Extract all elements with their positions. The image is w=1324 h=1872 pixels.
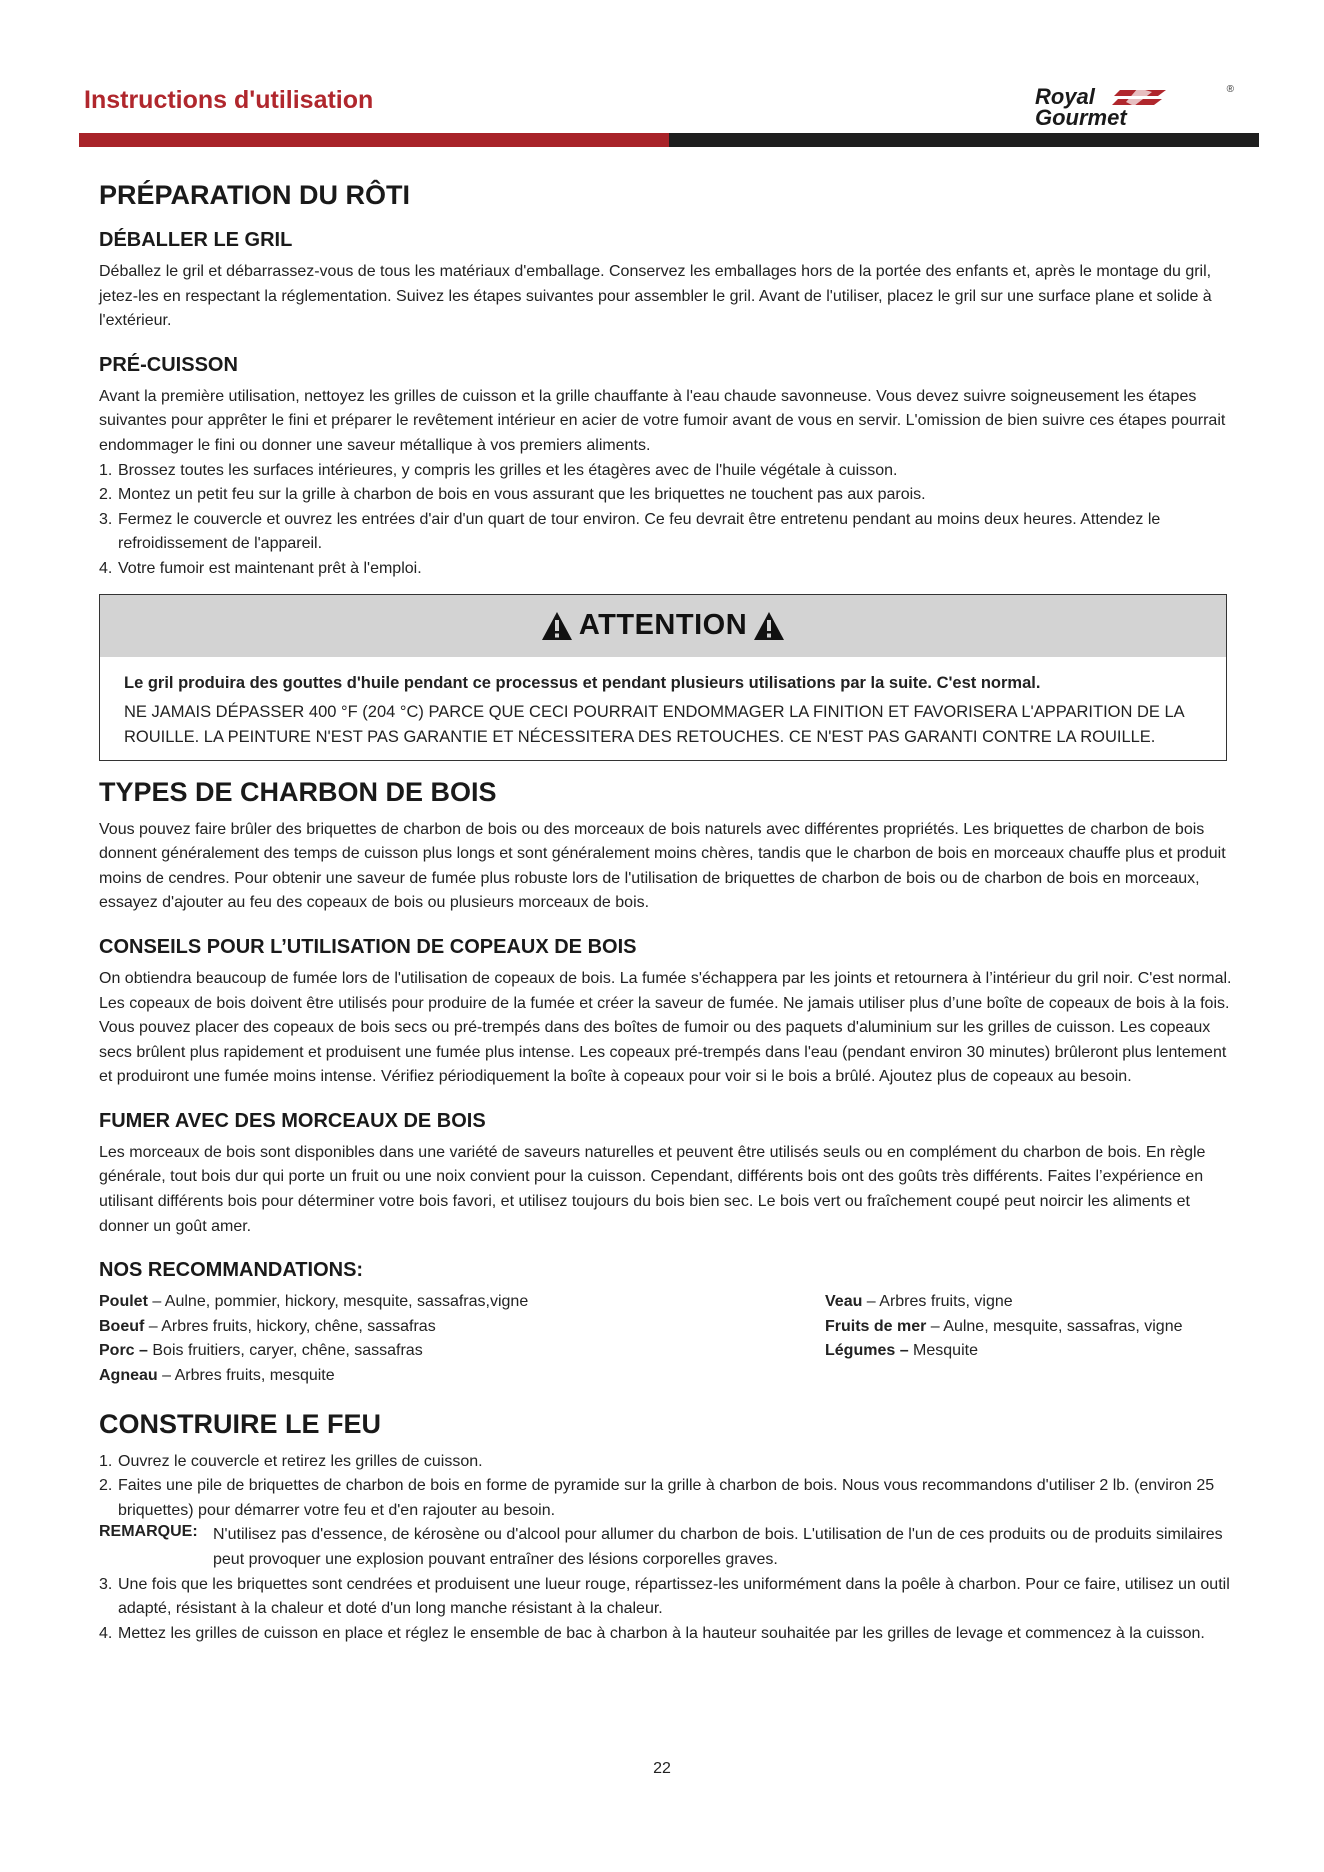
charcoal-paragraph: Vous pouvez faire brûler des briquettes de charbon de bois ou des morceaux de bois naturels avec différentes propriétés. Les briquettes de charbon de bois donnent généralement des temps de cuisson plus longs et sont généralement moins chères, tandis que le charbon de bois en morceaux chauffe plus et produit moins de cendres. Pour obtenir une saveur de fumée plus robuste lors de l'utilisation de briquettes de charbon de bois ou de charbon de bois en morceaux, essayez d'ajouter au feu des copeaux de bois ou plusieurs morceaux de bois. [99,820,1226,912]
header-title: Instructions d'utilisation [84,86,374,114]
subsection-title-chips: CONSEILS POUR L’UTILISATION DE COPEAUX DE BOIS [99,935,637,958]
note-label: REMARQUE: [99,1523,198,1541]
attention-box [99,594,1227,761]
recommendations-left [99,1290,825,1388]
precook-paragraph: Avant la première utilisation, nettoyez les grilles de cuisson et la grille chauffante à l'eau chaude savonneuse. Vous devez suivre soigneusement les étapes suivantes pour apprêter le fini et préparer le revêtement intérieur en acier de votre fumoir avant de vous en servir. L'omission de bien suivre ces étapes pourrait endommager le fini ou donner une saveur métallique à vos premiers aliments. [99,387,1226,454]
warning-icon [541,611,573,641]
list-item: Fruits de mer – Aulne, mesquite, sassafras, vigne [825,1317,1183,1335]
list-item: 3. Une fois que les briquettes sont cendrées et produisent une lueur rouge, répartissez-les uniformément dans la poêle à charbon. Pour ce faire, utilisez un outil adapté, résistant à la chaleur et doté d'un long manche résistant à la chaleur. [99,1575,1230,1618]
list-item: 4. Mettez les grilles de cuisson en place et réglez le ensemble de bac à charbon à la hauteur souhaitée par les grilles de levage et commencez à la cuisson. [99,1624,1205,1642]
list-item: 1. Brossez toutes les surfaces intérieures, y compris les grilles et les étagères avec de l'huile végétale à cuisson. [99,461,898,479]
chunks-paragraph: Les morceaux de bois sont disponibles dans une variété de saveurs naturelles et peuvent être utilisés seuls ou en complément du charbon de bois. En règle générale, tout bois dur qui porte un fruit ou une noix convient pour la cuisson. Cependant, différents bois ont des goûts très différents. Faites l’expérience en utilisant différents bois pour déterminer votre bois favori, et utilisez toujours du bois bien sec. Le bois vert ou fraîchement coupé peut noircir les aliments et donner un goût amer. [99,1143,1206,1235]
list-item: 2. Montez un petit feu sur la grille à charbon de bois en vous assurant que les briquettes ne touchent pas aux parois. [99,486,926,504]
brand-logo [1034,84,1234,128]
chips-paragraph: On obtiendra beaucoup de fumée lors de l'utilisation de copeaux de bois. La fumée s'échappera par les joints et retournera à l’intérieur du gril noir. C'est normal. Les copeaux de bois doivent être utilisés pour produire de la fumée et créer la saveur de fumée. Ne jamais utiliser plus d’une boîte de copeaux de bois à la fois. Vous pouvez placer des copeaux de bois secs ou pré-trempés dans des boîtes de fumoir ou des paquets d'aluminium sur les grilles de cuisson. Les copeaux secs brûlent plus rapidement et produisent une fumée plus intense. Les copeaux pré-trempés dans l'eau (pendant environ 30 minutes) brûleront plus lentement et produiront une fumée moins intense. Vérifiez périodiquement la boîte à copeaux pour voir si le bois a brûlé. Ajoutez plus de copeaux au besoin. [99,969,1232,1086]
attention-caps-text: NE JAMAIS DÉPASSER 400 °F (204 °C) PARCE QUE CECI POURRAIT ENDOMMAGER LA FINITION ET FAVORISERA L'APPARITION DE LA ROUILLE. LA PEINTURE N'EST PAS GARANTIE ET NÉCESSITERA DES RETOUCHES. CE N'EST PAS GARANTI CONTRE LA ROUILLE. [124,702,1184,746]
subsection-title-precook: PRÉ-CUISSON [99,353,238,376]
list-item: Porc – Bois fruitiers, caryer, chêne, sassafras [99,1342,423,1360]
unpack-paragraph: Déballez le gril et débarrassez-vous de tous les matériaux d'emballage. Conservez les emballages hors de la portée des enfants et, après le montage du gril, jetez-les en respectant la réglementation. Suivez les étapes suivantes pour assembler le gril. Avant de l'utiliser, placez le gril sur une surface plane et solide à l'extérieur. [99,263,1212,330]
warning-icon [753,611,785,641]
subsection-title-recommendations: NOS RECOMMANDATIONS: [99,1259,364,1282]
section-title-preparation: PRÉPARATION DU RÔTI [99,180,411,210]
list-item: 1. Ouvrez le couvercle et retirez les grilles de cuisson. [99,1452,483,1470]
list-item: 4. Votre fumoir est maintenant prêt à l'emploi. [99,559,422,577]
page-number: 22 [653,1760,671,1777]
subsection-title-unpack: DÉBALLER LE GRIL [99,229,293,251]
svg-text:Royal: Royal [1035,84,1095,109]
section-title-charcoal: TYPES DE CHARBON DE BOIS [99,776,497,807]
recommendations-right [825,1290,1183,1388]
page-content [99,180,1235,1646]
recommendations [99,1290,1235,1388]
list-item: 3. Fermez le couvercle et ouvrez les entrées d'air d'un quart de tour environ. Ce feu devrait être entretenu pendant au moins deux heures. Attendez le refroidissement de l'appareil. [99,510,1161,553]
list-item: Agneau – Arbres fruits, mesquite [99,1367,335,1385]
attention-header [100,595,1226,657]
fire-note [99,1523,1235,1572]
registered-mark: ® [1226,84,1234,95]
section-title-fire: CONSTRUIRE LE FEU [99,1408,382,1439]
note-text: N'utilisez pas d'essence, de kérosène ou d'alcool pour allumer du charbon de bois. L'utilisation de l'un de ces produits ou de produits similaires peut provoquer une explosion pouvant entraîner des lésions corporelles graves. [213,1526,1223,1568]
subsection-title-chunks: FUMER AVEC DES MORCEAUX DE BOIS [99,1109,486,1132]
attention-body [100,657,1226,760]
list-item: Boeuf – Arbres fruits, hickory, chêne, sassafras [99,1317,436,1335]
header-bar-red [79,133,669,147]
attention-bold-text: Le gril produira des gouttes d'huile pendant ce processus et pendant plusieurs utilisations par la suite. C'est normal. [124,673,1041,692]
svg-text:Gourmet: Gourmet [1035,105,1127,128]
list-item: Veau – Arbres fruits, vigne [825,1293,1013,1311]
list-item: Légumes – Mesquite [825,1342,978,1360]
list-item: 2. Faites une pile de briquettes de charbon de bois en forme de pyramide sur la grille à charbon de bois. Nous vous recommandons d'utiliser 2 lb. (environ 25 briquettes) pour démarrer votre feu et d'en rajouter au besoin. [99,1477,1215,1519]
attention-title: ATTENTION [578,609,748,642]
list-item: Poulet – Aulne, pommier, hickory, mesquite, sassafras,vigne [99,1293,529,1311]
header-bar-dark [669,133,1259,147]
